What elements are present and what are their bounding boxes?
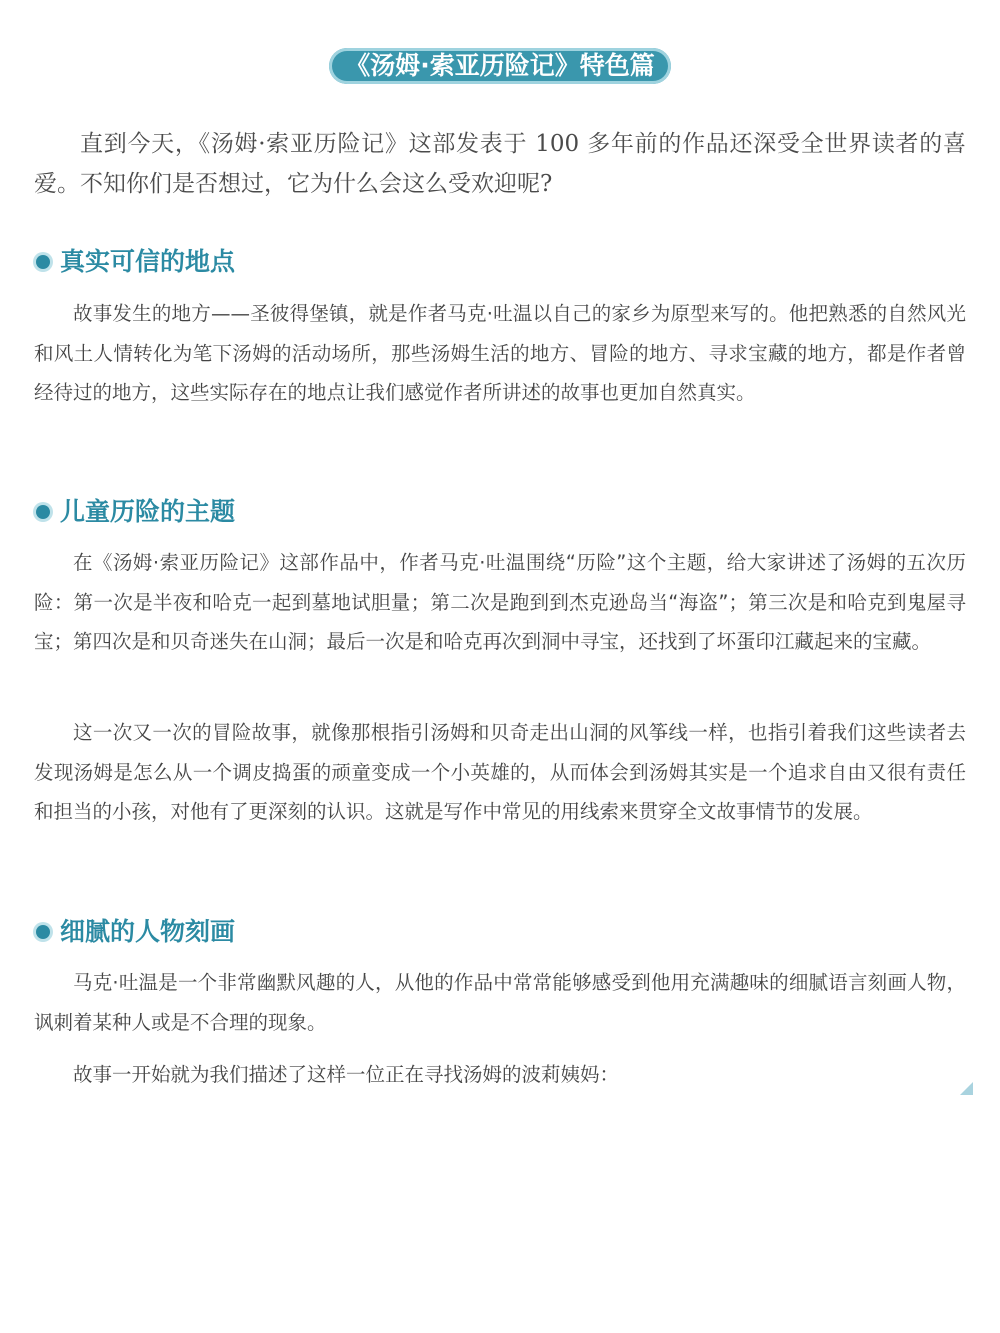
page-corner-triangle-icon xyxy=(960,1082,973,1095)
section-paragraph: 这一次又一次的冒险故事，就像那根指引汤姆和贝奇走出山洞的风筝线一样，也指引着我们这些读者去发现汤姆是怎么从一个调皮捣蛋的顽童变成一个小英雄的，从而体会到汤姆其实是一个追求自由又很有责任和担当的小孩，对他有了更深刻的认识。这就是写作中常见的用线索来贯穿全文故事情节的发展。 xyxy=(34,721,966,823)
section-paragraph: 故事一开始就为我们描述了这样一位正在寻找汤姆的波莉姨妈： xyxy=(73,1063,620,1086)
section-heading-label: 真实可信的地点 xyxy=(60,247,236,276)
section-heading-real-places xyxy=(34,246,235,278)
intro-paragraph: 直到今天，《汤姆·索亚历险记》这部发表于 100 多年前的作品还深受全世界读者的喜爱。不知你们是否想过，它为什么会这么受欢迎呢? xyxy=(34,131,966,197)
section-heading-label: 细腻的人物刻画 xyxy=(60,917,236,946)
bullet-icon xyxy=(36,925,50,939)
section-paragraph: 在《汤姆·索亚历险记》这部作品中，作者马克·吐温围绕“历险”这个主题，给大家讲述了汤姆的五次历险：第一次是半夜和哈克一起到墓地试胆量；第二次是跑到到杰克逊岛当“海盗”；第三次是和哈克到鬼屋寻宝；第四次是和贝奇迷失在山洞；最后一次是和哈克再次到洞中寻宝，还找到了坏蛋印江藏起来的宝藏。 xyxy=(34,551,966,653)
page-title: 《汤姆·索亚历险记》特色篇 xyxy=(329,48,671,84)
section-heading-label: 儿童历险的主题 xyxy=(60,497,236,526)
section-heading-character-portrayal xyxy=(34,916,235,948)
title-wrap xyxy=(0,48,1000,84)
bullet-icon xyxy=(36,255,50,269)
bullet-icon xyxy=(36,505,50,519)
section-heading-adventure-theme xyxy=(34,496,235,528)
section-paragraph: 马克·吐温是一个非常幽默风趣的人，从他的作品中常常能够感受到他用充满趣味的细腻语言刻画人物，讽刺着某种人或是不合理的现象。 xyxy=(34,971,966,1034)
section-paragraph: 故事发生的地方——圣彼得堡镇，就是作者马克·吐温以自己的家乡为原型来写的。他把熟悉的自然风光和风土人情转化为笔下汤姆的活动场所，那些汤姆生活的地方、冒险的地方、寻求宝藏的地方，都是作者曾经待过的地方，这些实际存在的地点让我们感觉作者所讲述的故事也更加自然真实。 xyxy=(34,302,966,404)
